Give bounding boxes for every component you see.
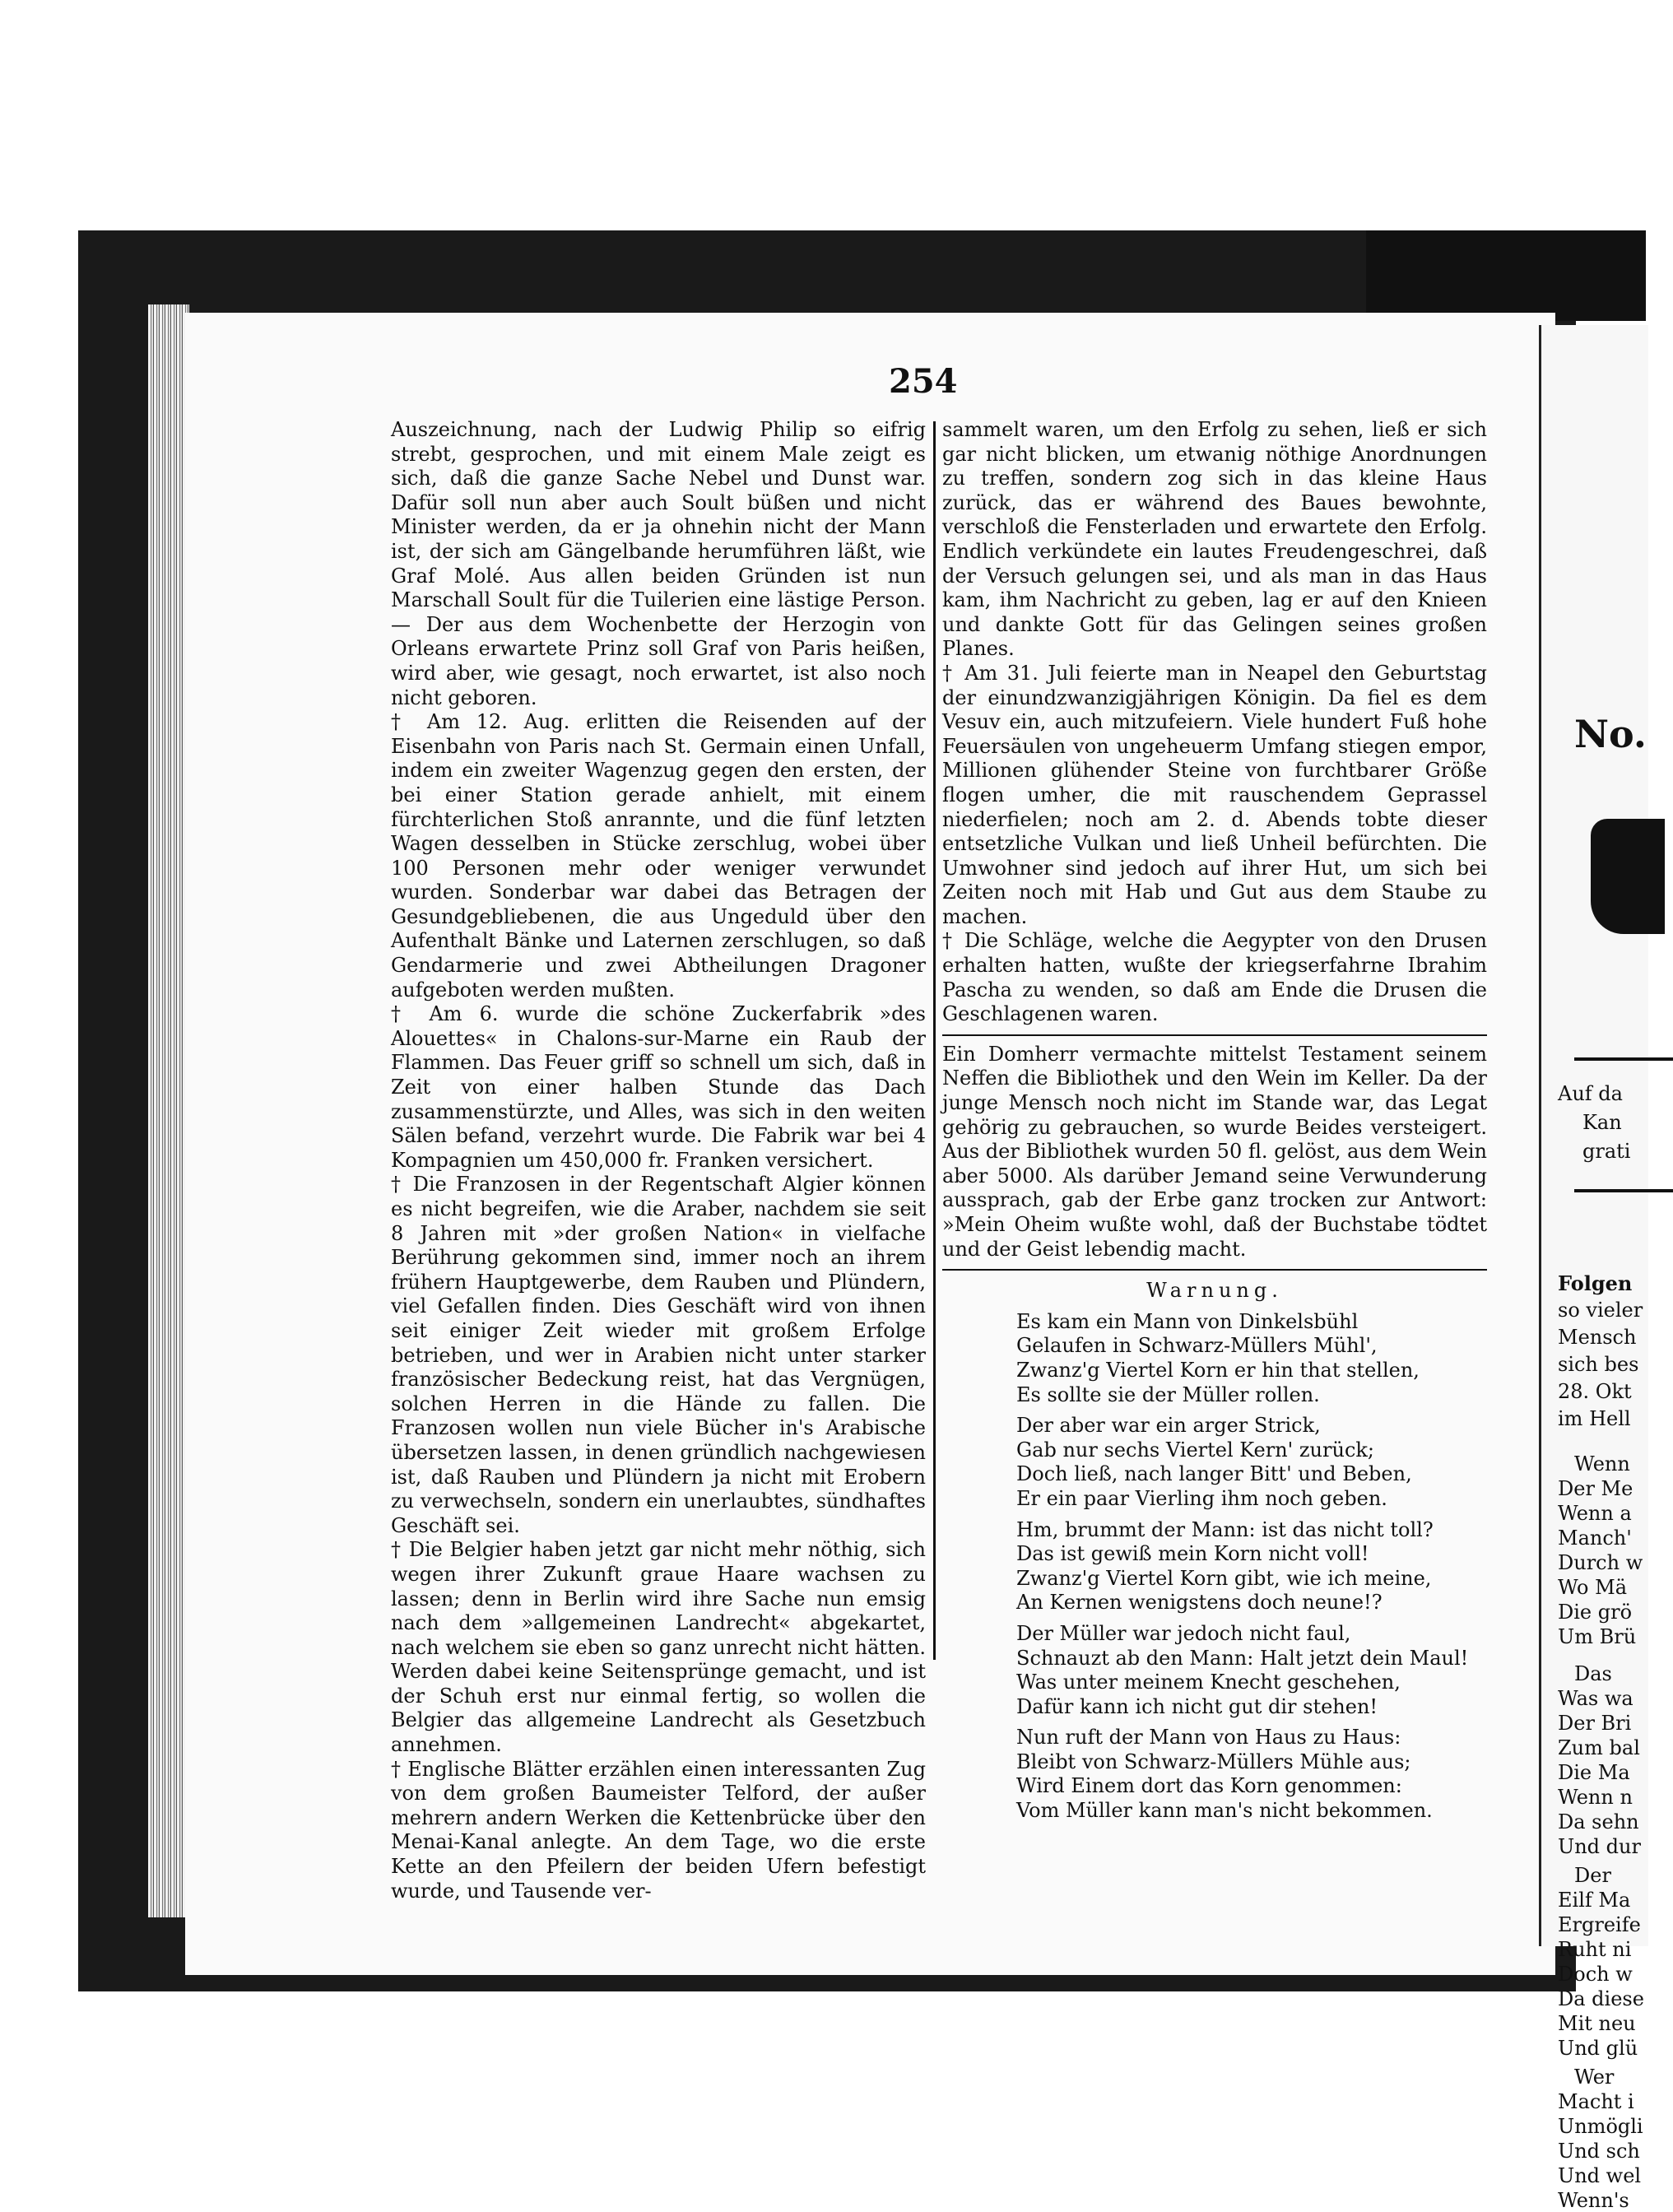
right-page-line: Der [1574,1864,1611,1887]
section-rule [942,1269,1487,1271]
right-page-line: Kan [1582,1111,1622,1134]
right-page-line: Eilf Ma [1558,1889,1631,1912]
section-rule [942,1034,1487,1036]
right-page-rule [1574,1189,1673,1192]
right-page-line: Mensch [1558,1326,1637,1349]
right-page-line: Doch w [1558,1963,1633,1986]
right-page-line: Mit neu [1558,2012,1636,2035]
right-page-line: Manch' [1558,1527,1632,1550]
right-page-line: Auf da [1558,1082,1623,1105]
right-page-line: Wenn n [1558,1786,1633,1809]
left-column [391,418,926,1903]
poem-line: Schnauzt ab den Mann: Halt jetzt dein Maul! [1016,1646,1469,1670]
poem-line: Vom Müller kann man's nicht bekommen. [1016,1799,1433,1823]
poem-line: Hm, brummt der Mann: ist das nicht toll? [1016,1517,1434,1541]
page-number: 254 [889,362,958,401]
right-page-line: Und dur [1558,1835,1641,1858]
poem-line: Das ist gewiß mein Korn nicht voll! [1016,1542,1369,1566]
right-page-line: Und glü [1558,2037,1638,2060]
right-page-line: Ergreife [1558,1913,1641,1936]
right-page-line: grati [1582,1140,1631,1163]
poem-line: Der Müller war jedoch nicht faul, [1016,1621,1351,1645]
poem-line: Zwanz'g Viertel Korn er hin that stellen, [1016,1358,1420,1382]
article-paragraph: † Die Belgier haben jetzt gar nicht mehr nöthig, sich wegen ihrer Zukunft graue Haare wachsen zu lassen; denn in Berlin wird ihre Sache nun emsig nach dem »allgemeinen Landrecht« abgekartet, nach welchem sie eben so ganz unrecht nicht hätten. Werden dabei keine Seitensprünge gemacht, und ist der Schuh erst nur einmal fertig, so wollen die Belgier das allgemeine Landrecht als Gesetzbuch annehmen. [391,1538,926,1757]
right-page-header: No. [1574,712,1647,756]
right-page-line: Macht i [1558,2090,1634,2113]
right-page-rule [1574,1057,1673,1061]
poem-title: Warnung. [1146,1279,1283,1303]
poem-stanza [1016,1726,1487,1823]
article-paragraph: † Am 6. wurde die schöne Zuckerfabrik »des Alouettes« in Chalons-sur-Marne ein Raub der Flammen. Das Feuer griff so schnell um sich, daß in Zeit von einer halben Stunde das Dach zusammenstürzte, und Alles, was sich in den weiten Sälen befand, verzehrt wurde. Die Fabrik war bei 4 Kompagnien um 450,000 fr. Franken versichert. [391,1002,926,1172]
right-page-line: Folgen [1558,1271,1633,1295]
article-paragraph: † Englische Blätter erzählen einen interessanten Zug von dem großen Baumeister Telford, der außer mehrern andern Werken die Kettenbrücke über den Menai-Kanal anlegte. An dem Tage, wo die erste Kette an den Pfeilern der beiden Ufern befestigt wurde, und Tausende ver- [391,1757,926,1903]
right-page-line: Um Brü [1558,1625,1637,1648]
right-page-line: Wenn's [1558,2189,1629,2212]
right-page-line: Zum bal [1558,1736,1640,1759]
right-page-fragment [1539,325,1648,2212]
poem-line: Es sollte sie der Müller rollen. [1016,1382,1320,1406]
poem-stanza [1016,1518,1487,1615]
article-paragraph: Auszeichnung, nach der Ludwig Philip so eifrig strebt, gesprochen, und mit einem Male zeigt es sich, daß die ganze Sache Nebel und Dunst war. Dafür soll nun aber auch Soult büßen und nicht Minister werden, da er ja ohnehin nicht der Mann ist, der sich am Gängelbande herumführen läßt, wie Graf Molé. Aus allen beiden Gründen ist nun Marschall Soult für die Tuilerien eine lästige Person. — Der aus dem Wochenbette der Herzogin von Orleans erwartete Prinz soll Graf von Paris heißen, wird aber, wie gesagt, noch erwartet, ist also noch nicht geboren. [391,418,926,709]
poem-line: Nun ruft der Mann von Haus zu Haus: [1016,1726,1401,1750]
right-page-line: im Hell [1558,1407,1631,1430]
article-paragraph: † Am 12. Aug. erlitten die Reisenden auf der Eisenbahn von Paris nach St. Germain einen Unfall, indem ein zweiter Wagenzug gegen den ersten, der bei einer Station gerade anhielt, mit einem fürchterlichen Stoß anrannte, und die fünf letzten Wagen desselben in Stücke zerschlug, wobei über 100 Personen mehr oder weniger verwundet wurden. Sonderbar war dabei das Betragen der Gesundgebliebenen, die aus Ungeduld über den Aufenthalt Bänke und Laternen zerschlugen, so daß Gendarmerie und zwei Abtheilungen Dragoner aufgeboten werden mußten. [391,710,926,1001]
right-page-line: Die Ma [1558,1761,1630,1784]
anecdote-paragraph: Ein Domherr vermachte mittelst Testament seinem Neffen die Bibliothek und den Wein im Keller. Da der junge Mensch noch nicht im Stande war, das Legat gehörig zu gebrauchen, so wurde Beides versteigert. Aus der Bibliothek wurden 50 fl. gelöst, aus dem Wein aber 5000. Als darüber Jemand seine Verwunderung aussprach, gab der Erbe ganz trocken zur Antwort: »Mein Oheim wußte wohl, daß der Buchstabe tödtet und der Geist lebendig macht. [942,1042,1487,1261]
right-page-line: Das [1574,1662,1612,1685]
article-paragraph: † Die Franzosen in der Regentschaft Algier können es nicht begreifen, wie die Araber, nachdem sie seit 8 Jahren mit »der großen Nation« in vielfache Berührung gekommen sind, immer noch an ihrem frühern Hauptgewerbe, dem Rauben und Plündern, viel Gefallen finden. Dies Geschäft wird von ihnen seit einiger Zeit wieder mit großem Erfolge betrieben, und wer in Arabien nicht unter starker französischer Bedeckung reist, hat das Vergnügen, solchen Herren in die Hände zu fallen. Die Franzosen wollen nun viele Bücher in's Arabische übersetzen lassen, in denen gründlich nachgewiesen ist, daß Rauben und Plündern ja nicht mit Erobern zu verwechseln, sondern ein unerlaubtes, sündhaftes Geschäft sei. [391,1173,926,1537]
column-divider [933,421,936,1660]
poem-stanza [1016,1414,1487,1511]
right-page-line: Der Me [1558,1477,1633,1500]
poem-line: Es kam ein Mann von Dinkelsbühl [1016,1309,1359,1333]
poem-line: An Kernen wenigstens doch neune!? [1016,1591,1383,1615]
right-page-line: Wer [1574,2066,1615,2089]
decorative-initial [1591,819,1665,934]
poem-stanza [1016,1310,1487,1407]
right-page-line: Wo Mä [1558,1576,1627,1599]
poem-line: Gab nur sechs Viertel Kern' zurück; [1016,1438,1375,1462]
right-page-line: Die grö [1558,1601,1633,1624]
poem-line: Der aber war ein arger Strick, [1016,1414,1321,1438]
right-page-line: Unmögli [1558,2115,1643,2138]
right-page-line: sich bes [1558,1353,1639,1376]
right-page-line: Da sehn [1558,1810,1639,1833]
poem-line: Doch ließ, nach langer Bitt' und Beben, [1016,1462,1412,1486]
right-page-line: Der Bri [1558,1712,1632,1735]
poem-line: Was unter meinem Knecht geschehen, [1016,1671,1401,1694]
page-edges [148,304,189,1917]
right-page-line: Was wa [1558,1687,1633,1710]
right-page-line: Und sch [1558,2140,1640,2163]
poem-line: Gelaufen in Schwarz-Müllers Mühl', [1016,1334,1378,1358]
right-page-line: Durch w [1558,1551,1643,1574]
poem-line: Er ein paar Vierling ihm noch geben. [1016,1486,1387,1510]
poem-line: Zwanz'g Viertel Korn gibt, wie ich meine, [1016,1566,1432,1590]
right-page-line: so vieler [1558,1299,1643,1322]
article-paragraph: † Die Schläge, welche die Aegypter von den Drusen erhalten hatten, wußte der kriegserfahrne Ibrahim Pascha zu wenden, so daß am Ende die Drusen die Geschlagenen waren. [942,929,1487,1026]
right-page-line: Und wel [1558,2164,1642,2187]
article-paragraph: † Am 31. Juli feierte man in Neapel den Geburtstag der einundzwanzigjährigen Königin. Da fiel es dem Vesuv ein, auch mitzufeiern. Viele hundert Fuß hohe Feuersäulen von ungeheuerm Umfang stiegen empor, Millionen glühender Steine von furchtbarer Größe flogen umher, die mit rauschendem Geprassel niederfielen; noch am 2. d. Abends tobte dieser entsetzliche Vulkan und ließ Unheil befürchten. Die Umwohner sind jedoch auf ihrer Hut, um sich bei Zeiten noch mit Hab und Gut aus dem Staube zu machen. [942,661,1487,928]
poem-stanza [1016,1622,1487,1719]
right-page-line: Wenn a [1558,1502,1632,1525]
poem-line: Wird Einem dort das Korn genommen: [1016,1774,1402,1798]
right-page-line: Wenn [1574,1452,1630,1475]
scan-dark-corner [1366,230,1646,321]
right-column [942,418,1487,1830]
right-page-line: Da diese [1558,1987,1644,2010]
article-paragraph: sammelt waren, um den Erfolg zu sehen, ließ er sich gar nicht blicken, um etwanig nöthige Anordnungen zu treffen, sondern zog sich in das kleine Haus zurück, das er während des Baues bewohnte, verschloß die Fensterladen und erwartete den Erfolg. Endlich verkündete ein lautes Freudengeschrei, daß der Versuch gelungen sei, und als man in das Haus kam, ihm Nachricht zu geben, lag er auf den Knieen und dankte Gott für das Gelingen seines großen Planes. [942,418,1487,661]
right-page-line: Ruht ni [1558,1938,1632,1961]
right-page-line: 28. Okt [1558,1380,1632,1403]
poem-line: Bleibt von Schwarz-Müllers Mühle aus; [1016,1750,1411,1773]
poem-line: Dafür kann ich nicht gut dir stehen! [1016,1694,1378,1718]
